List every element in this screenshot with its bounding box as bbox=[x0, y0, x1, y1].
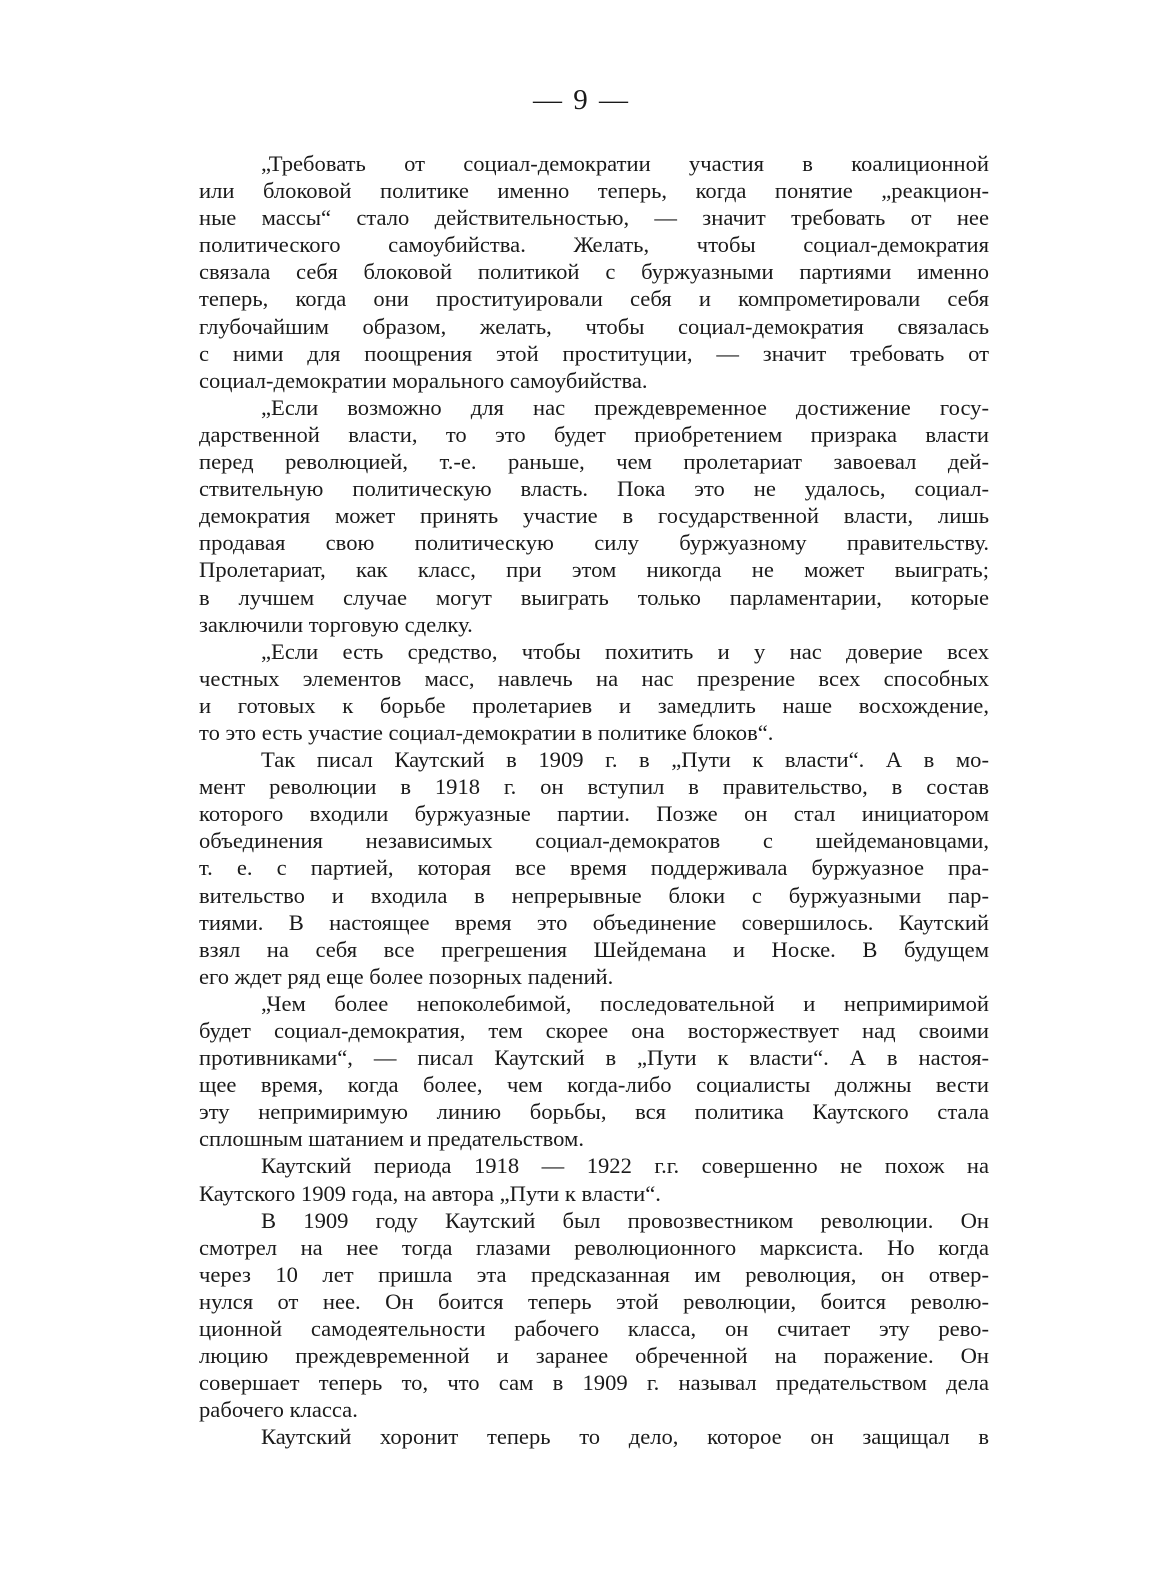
text-line: дарственной власти, то это будет приобретением призрака власти bbox=[199, 421, 989, 447]
text-line: то это есть участие социал-демократии в политике блоков“. bbox=[199, 719, 774, 745]
text-line: объединения независимых социал-демократов с шейдемановцами, bbox=[199, 828, 989, 854]
text-line: нулся от нее. Он боится теперь этой революции, боится револю- bbox=[199, 1288, 989, 1314]
text-line: продавая свою политическую силу буржуазному правительству. bbox=[199, 530, 989, 556]
text-line: Пролетариат, как класс, при этом никогда не может выиграть; bbox=[199, 557, 989, 583]
text-line: В 1909 году Каутский был провозвестником революции. Он bbox=[261, 1207, 989, 1233]
text-line: Каутский периода 1918 — 1922 г.г. совершенно не похож на bbox=[261, 1153, 989, 1179]
text-line: через 10 лет пришла эта предсказанная им революция, он отвер- bbox=[199, 1261, 989, 1287]
text-line: совершает теперь то, что сам в 1909 г. называл предательством дела bbox=[199, 1370, 989, 1396]
text-line: его ждет ряд еще более позорных падений. bbox=[199, 963, 614, 989]
text-line: или блоковой политике именно теперь, когда понятие „реакцион- bbox=[199, 178, 989, 204]
text-line: перед революцией, т.-е. раньше, чем пролетариат завоевал дей- bbox=[199, 449, 989, 475]
paragraph bbox=[199, 1207, 989, 1424]
text-line: сплошным шатанием и предательством. bbox=[199, 1126, 584, 1152]
text-line: „Требовать от социал-демократии участия в коалиционной bbox=[261, 151, 989, 176]
text-line: ствительную политическую власть. Пока это не удалось, социал- bbox=[199, 476, 989, 502]
text-line: демократия может принять участие в государственной власти, лишь bbox=[199, 503, 989, 529]
text-line: социал-демократии морального самоубийства. bbox=[199, 367, 648, 393]
page-number: — 9 — bbox=[533, 84, 630, 116]
body-text bbox=[199, 150, 989, 1451]
paragraph bbox=[199, 150, 989, 394]
text-line: „Если есть средство, чтобы похитить и у нас доверие всех bbox=[261, 638, 989, 664]
paragraph bbox=[199, 746, 989, 990]
text-line: Каутский хоронит теперь то дело, которое он защищал в bbox=[261, 1424, 989, 1450]
paragraph bbox=[199, 1152, 989, 1206]
text-line: рабочего класса. bbox=[199, 1397, 358, 1423]
text-line: эту непримиримую линию борьбы, вся политика Каутского стала bbox=[199, 1099, 989, 1125]
text-line: честных элементов масс, навлечь на нас презрение всех способных bbox=[199, 665, 989, 691]
text-line: вительство и входила в непрерывные блоки с буржуазными пар- bbox=[199, 882, 989, 908]
text-line: глубочайшим образом, желать, чтобы социал-демократия связалась bbox=[199, 313, 989, 339]
text-line: взял на себя все прегрешения Шейдемана и Носке. В будущем bbox=[199, 936, 989, 962]
text-line: „Если возможно для нас преждевременное достижение госу- bbox=[261, 394, 989, 420]
text-line: щее время, когда более, чем когда-либо социалисты должны вести bbox=[199, 1072, 989, 1098]
text-line: Так писал Каутский в 1909 г. в „Пути к власти“. А в мо- bbox=[261, 747, 989, 773]
text-line: политического самоубийства. Желать, чтобы социал-демократия bbox=[199, 232, 989, 258]
paragraph bbox=[199, 1423, 989, 1450]
text-line: и готовых к борьбе пролетариев и замедлить наше восхождение, bbox=[199, 692, 989, 718]
text-line: будет социал-демократия, тем скорее она восторжествует над своими bbox=[199, 1018, 989, 1043]
text-line: в лучшем случае могут выиграть только парламентарии, которые bbox=[199, 584, 989, 610]
paragraph bbox=[199, 394, 989, 638]
text-line: ные массы“ стало действительностью, — значит требовать от нее bbox=[199, 205, 989, 231]
text-line: связала себя блоковой политикой с буржуазными партиями именно bbox=[199, 259, 989, 285]
text-line: которого входили буржуазные партии. Позже он стал инициатором bbox=[199, 801, 989, 827]
text-line: противниками“, — писал Каутский в „Пути к власти“. А в настоя- bbox=[199, 1045, 989, 1071]
text-line: с ними для поощрения этой проституции, — значит требовать от bbox=[199, 340, 989, 366]
text-line: Каутского 1909 года, на автора „Пути к власти“. bbox=[199, 1180, 661, 1206]
paragraph bbox=[199, 990, 989, 1153]
paragraph bbox=[199, 638, 989, 746]
text-line: теперь, когда они проституировали себя и компрометировали себя bbox=[199, 286, 989, 312]
text-line: т. е. с партией, которая все время поддерживала буржуазное пра- bbox=[199, 855, 989, 881]
text-line: люцию преждевременной и заранее обреченной на поражение. Он bbox=[199, 1343, 989, 1369]
text-line: ционной самодеятельности рабочего класса, он считает эту рево- bbox=[199, 1316, 989, 1342]
text-line: „Чем более непоколебимой, последовательной и непримиримой bbox=[261, 990, 989, 1016]
text-line: заключили торговую сделку. bbox=[199, 611, 473, 637]
text-line: смотрел на нее тогда глазами революционного марксиста. Но когда bbox=[199, 1234, 989, 1260]
text-line: тиями. В настоящее время это объединение совершилось. Каутский bbox=[199, 909, 989, 935]
text-line: мент революции в 1918 г. он вступил в правительство, в состав bbox=[199, 774, 989, 800]
